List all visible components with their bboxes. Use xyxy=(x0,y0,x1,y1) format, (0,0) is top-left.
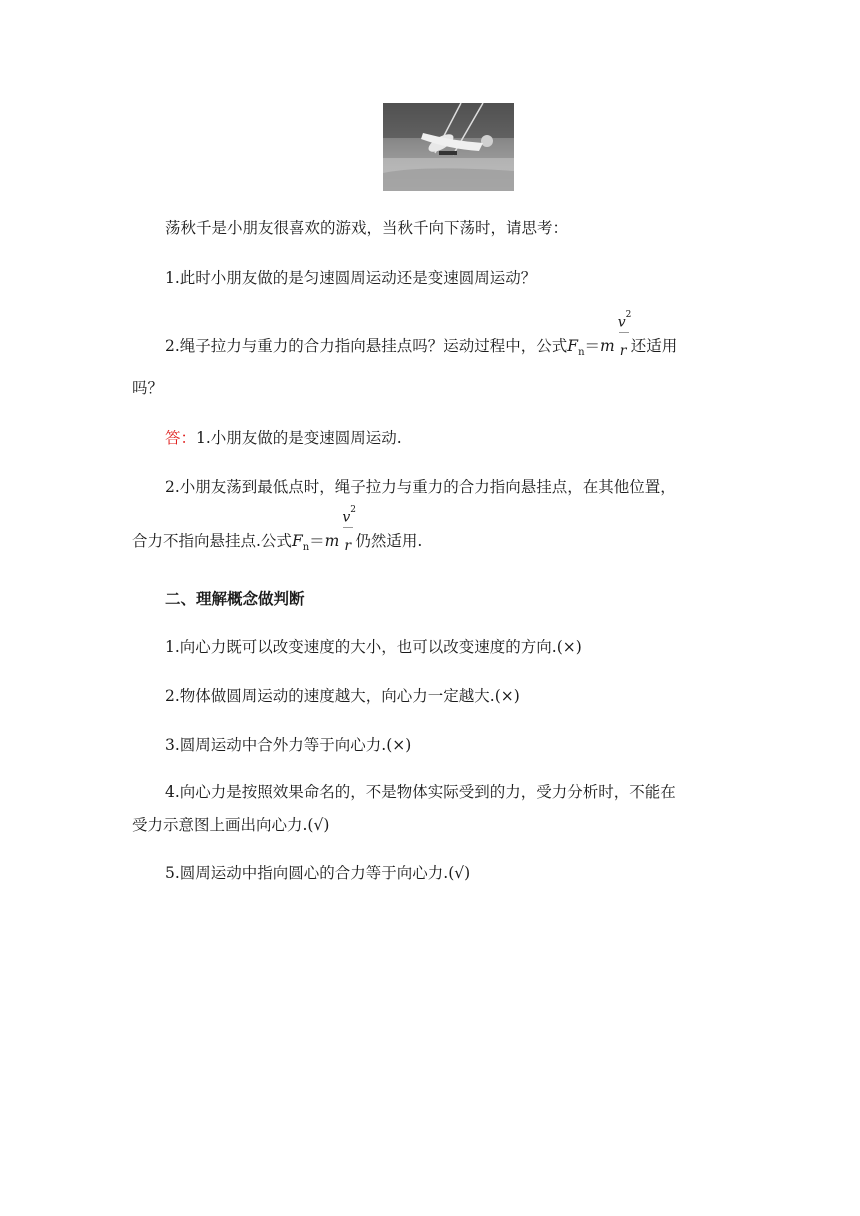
formula-r-2: r xyxy=(344,538,352,554)
judgment-item-4-wrap: 受力示意图上画出向心力.(√) xyxy=(132,816,330,834)
judgment-item-2: 2.物体做圆周运动的速度越大，向心力一定越大.(×) xyxy=(165,687,520,705)
formula-exp: 2 xyxy=(625,310,632,320)
judgment-item-3: 3.圆周运动中合外力等于向心力.(×) xyxy=(165,736,412,754)
formula-m: m xyxy=(600,337,615,355)
question-2-tail: 还适用 xyxy=(630,337,678,355)
formula-sub-2: n xyxy=(302,542,310,554)
formula-fraction-2 xyxy=(341,505,357,554)
question-2-wrap: 吗？ xyxy=(132,379,164,397)
answer-2-text: 合力不指向悬挂点.公式 xyxy=(132,532,292,550)
answer-label: 答： xyxy=(165,429,197,447)
formula-fraction xyxy=(617,310,632,359)
section-title: 二、理解概念做判断 xyxy=(165,590,305,608)
answer-2-wrap xyxy=(132,505,732,558)
question-1: 1.此时小朋友做的是匀速圆周运动还是变速圆周运动？ xyxy=(165,269,537,287)
judgment-item-1: 1.向心力既可以改变速度的大小，也可以改变速度的方向.(×) xyxy=(165,638,582,656)
formula-v-2: v xyxy=(342,509,351,526)
answer-2-tail: 仍然适用. xyxy=(355,532,423,550)
judgment-item-5: 5.圆周运动中指向圆心的合力等于向心力.(√) xyxy=(165,864,471,882)
formula-sub: n xyxy=(578,347,585,359)
question-2-text: 2.绳子拉力与重力的合力指向悬挂点吗？运动过程中，公式 xyxy=(165,337,568,355)
formula-m-2: m xyxy=(324,532,340,550)
answer-1 xyxy=(165,428,765,448)
judgment-item-4: 4.向心力是按照效果命名的，不是物体实际受到的力，受力分析时，不能在 xyxy=(165,783,676,801)
answer-1-text: 1.小朋友做的是变速圆周运动. xyxy=(196,429,402,447)
formula-eq: ＝ xyxy=(584,337,601,355)
formula-eq-2: ＝ xyxy=(309,532,325,550)
formula-f: F xyxy=(567,337,579,355)
formula-f-2: F xyxy=(291,532,303,550)
swing-photo xyxy=(383,103,514,191)
formula-exp-2: 2 xyxy=(350,505,357,515)
intro-paragraph: 荡秋千是小朋友很喜欢的游戏，当秋千向下荡时，请思考： xyxy=(165,219,569,237)
formula-r: r xyxy=(619,343,627,359)
formula-v: v xyxy=(617,314,626,331)
answer-2: 2.小朋友荡到最低点时，绳子拉力与重力的合力指向悬挂点，在其他位置， xyxy=(165,478,676,496)
question-2 xyxy=(165,310,765,363)
